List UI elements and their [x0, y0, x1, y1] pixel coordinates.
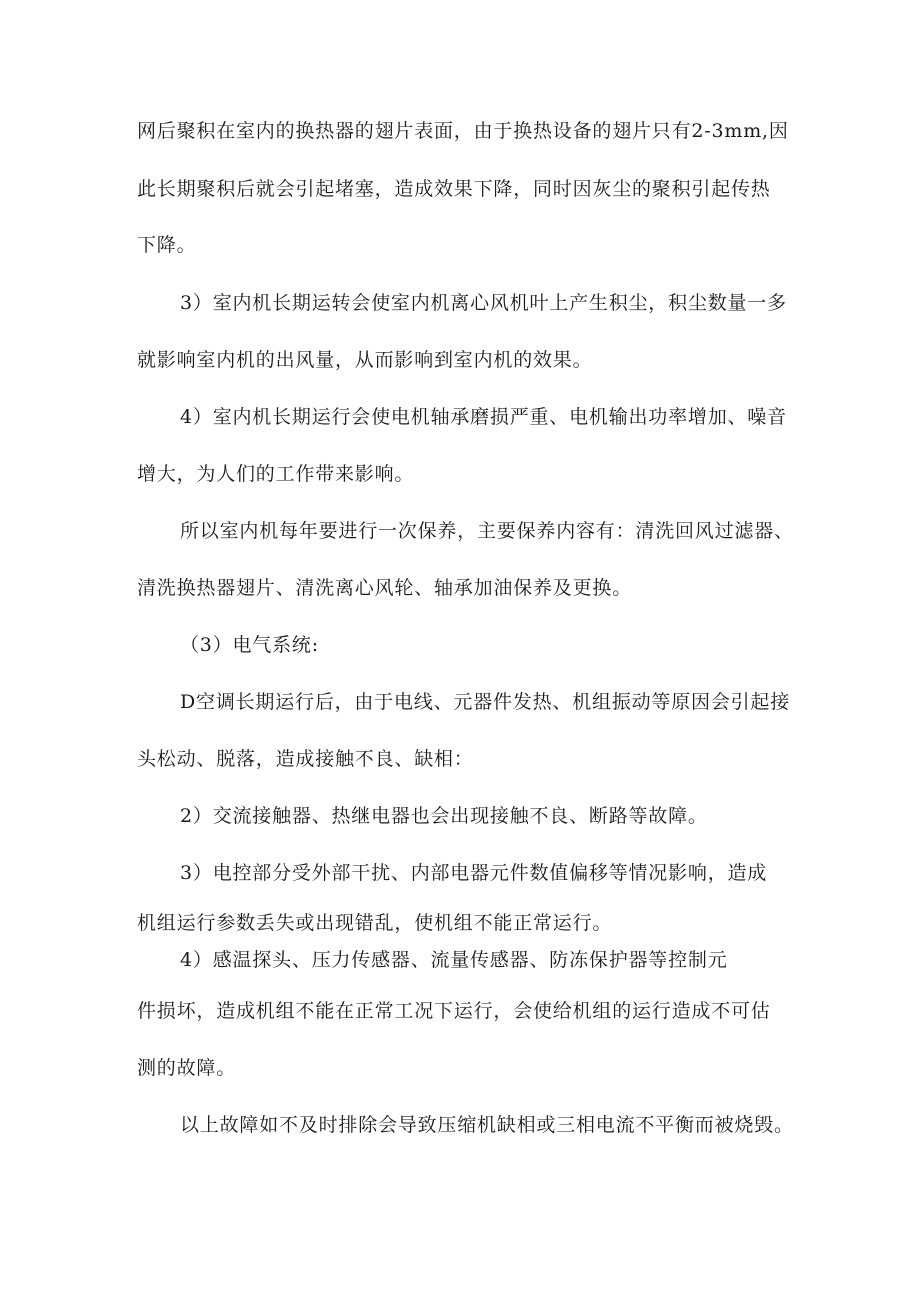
text-line: D空调长期运行后，由于电线、元器件发热、机组振动等原因会引起接 — [180, 691, 791, 713]
section-heading: （3）电气系统: — [180, 634, 319, 656]
text-line: 此长期聚积后就会引起堵塞，造成效果下降，同时因灰尘的聚积引起传热 — [137, 178, 771, 200]
text-line: 头松动、脱落，造成接触不良、缺相： — [137, 748, 474, 770]
text-line: 增大，为人们的工作带来影响。 — [137, 463, 415, 485]
text-line: 就影响室内机的出风量，从而影响到室内机的效果。 — [137, 349, 593, 371]
text-line: 4）室内机长期运行会使电机轴承磨损严重、电机输出功率增加、噪音 — [180, 406, 787, 428]
text-line: 4）感温探头、压力传感器、流量传感器、防冻保护器等控制元 — [180, 949, 728, 971]
text-line: 3）室内机长期运转会使室内机离心风机叶上产生积尘，积尘数量一多 — [180, 292, 787, 314]
text-line: 件损坏，造成机组不能在正常工况下运行，会使给机组的运行造成不可估 — [137, 1000, 771, 1022]
text-line: 以上故障如不及时排除会导致压缩机缺相或三相电流不平衡而被烧毁。 — [180, 1114, 794, 1136]
text-line: 所以室内机每年要进行一次保养，主要保养内容有：清洗回风过滤器、 — [180, 520, 794, 542]
text-line: 3）电控部分受外部干扰、内部电器元件数值偏移等情况影响，造成 — [180, 862, 768, 884]
text-line: 机组运行参数丢失或出现错乱，使机组不能正常运行。 — [137, 912, 613, 934]
text-line: 下降。 — [137, 234, 197, 256]
text-line: 清洗换热器翅片、清洗离心风轮、轴承加油保养及更换。 — [137, 577, 633, 599]
text-line: 2）交流接触器、热继电器也会出现接触不良、断路等故障。 — [180, 805, 708, 827]
text-line: 网后聚积在室内的换热器的翅片表面，由于换热设备的翅片只有2-3mm,因 — [137, 120, 789, 142]
text-line: 测的故障。 — [137, 1057, 237, 1079]
